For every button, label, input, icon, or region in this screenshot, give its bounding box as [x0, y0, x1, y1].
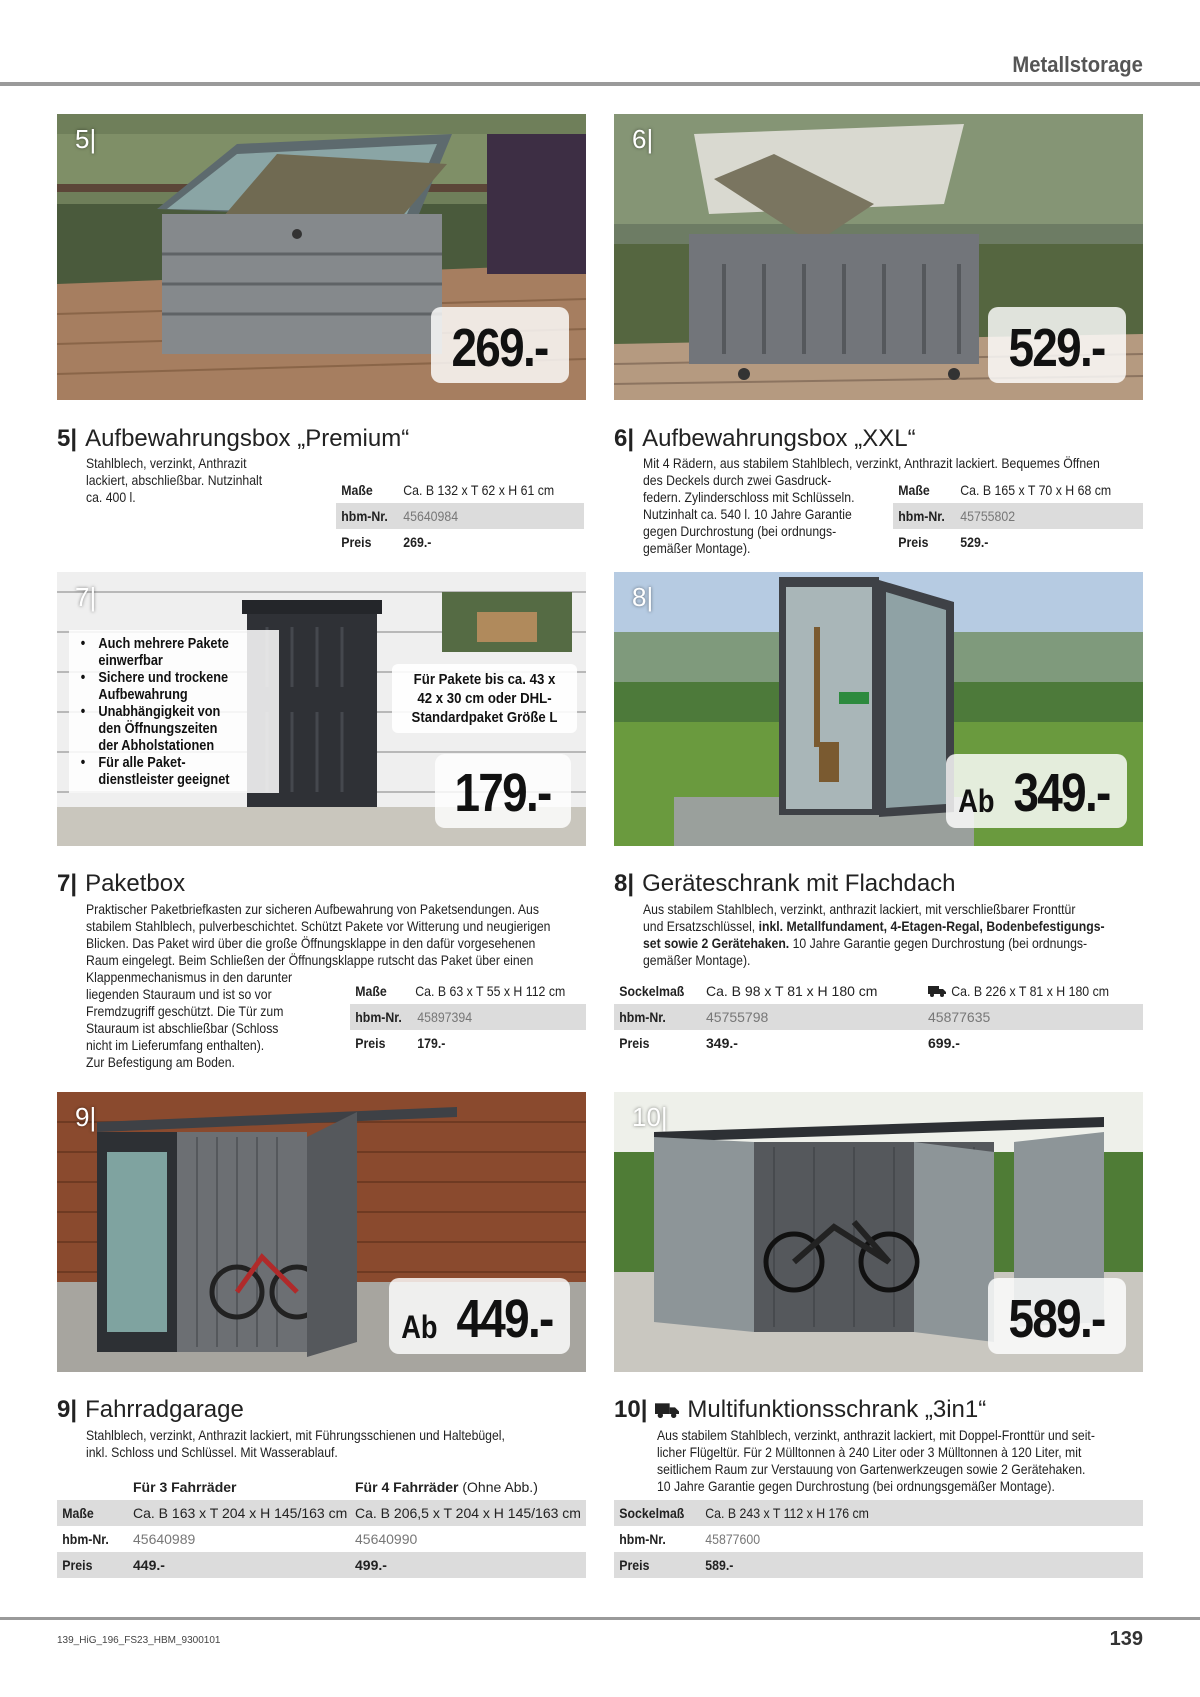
photo-number: 5| — [75, 124, 97, 154]
footer-divider — [0, 1617, 1200, 1620]
page-section-title: Metallstorage — [1012, 52, 1143, 77]
truck-delivery-icon — [655, 1402, 679, 1418]
product-10-photo — [614, 1092, 1143, 1372]
product-number: 5| — [57, 425, 78, 452]
price-value: 449.- — [456, 1289, 553, 1349]
print-code: 139_HiG_196_FS23_HBM_9300101 — [57, 1635, 221, 1646]
feature-list — [69, 630, 279, 793]
price-value: 179.- — [454, 763, 552, 823]
product-10-title: 10| Multifunktionsschrank „3in1“ — [614, 1396, 987, 1423]
photo-number: 8| — [632, 582, 654, 612]
price-value: 349.- — [1013, 763, 1110, 823]
product-10-spec-table: Sockelmaß Ca. B 243 x T 112 x H 176 cm hbm-Nr. 45877600 Preis 589.- — [614, 1500, 1143, 1578]
price-badge — [435, 754, 571, 828]
product-number: 7| — [57, 870, 78, 897]
product-9-description: Stahlblech, verzinkt, Anthrazit lackiert, mit Führungsschienen und Haltebügel, inkl. Schloss und Schlüssel. Mit Wasserablauf. — [86, 1428, 505, 1460]
product-9-spec-table: Für 3 Fahrräder Für 4 Fahrräder (Ohne Abb.) Maße Ca. B 163 x T 204 x H 145/163 cm Ca. B 206,5 x T 204 x H 145/163 cm hbm-Nr. 45640989 45640990 Preis 449.- 499.- — [57, 1474, 586, 1578]
product-7-photo — [57, 572, 586, 846]
package-size-callout: Für Pakete bis ca. 43 x 42 x 30 cm oder DHL- Standardpaket Größe L — [392, 664, 577, 733]
feature-item: • Sichere und trockene Aufbewahrung — [79, 670, 237, 704]
price-prefix: Ab — [400, 1309, 438, 1345]
product-7-title: 7| Paketbox — [57, 870, 186, 897]
price-badge — [946, 754, 1127, 828]
product-10-description: Aus stabilem Stahlblech, verzinkt, anthrazit lackiert, mit Doppel-Fronttür und seit- licher Flügeltür. Für 2 Mülltonnen à 240 Liter oder 3 Mülltonnen à 120 Liter, mit seitlichem Raum zur Verstauung von Gartenwerkzeugen sowie 2 Gerätehaken. 10 Jahre Garantie gegen Durchrostung (bei ordnungsgemäßer Montage). — [657, 1428, 1095, 1494]
price-badge — [988, 307, 1126, 383]
price-value: 269.- — [451, 318, 549, 378]
product-6-title: 6| Aufbewahrungsbox „XXL“ — [614, 425, 916, 452]
product-7-spec-table: Maße Ca. B 63 x T 55 x H 112 cm hbm-Nr. 45897394 Preis 179.- — [350, 978, 586, 1056]
feature-item: • Auch mehrere Pakete einwerfbar — [79, 636, 237, 670]
feature-item: • Für alle Paket-dienstleister geeignet — [79, 755, 237, 789]
product-8-title: 8| Geräteschrank mit Flachdach — [614, 870, 956, 897]
product-8-spec-table: Sockelmaß Ca. B 98 x T 81 x H 180 cm Ca. B 226 x T 81 x H 180 cm hbm-Nr. 45755798 45877635 Preis 349.- 699.- — [614, 978, 1143, 1056]
product-6-spec-table: Maße Ca. B 165 x T 70 x H 68 cm hbm-Nr. 45755802 Preis 529.- — [893, 477, 1143, 555]
product-number: 6| — [614, 425, 635, 452]
price-badge — [431, 307, 569, 383]
product-8-description: Aus stabilem Stahlblech, verzinkt, anthrazit lackiert, mit verschließbarer Fronttür und Ersatzschlüssel, inkl. Metallfundament, 4-Etagen-Regal, Bodenbefestigungs- set sowie 2 Gerätehaken. 10 Jahre Garantie gegen Durchrostung (bei ordnungs- gemäßer Montage). — [643, 902, 1105, 968]
price-prefix: Ab — [957, 783, 995, 819]
product-9-title: 9| Fahrradgarage — [57, 1396, 244, 1423]
price-badge — [389, 1278, 570, 1354]
product-5-photo — [57, 114, 586, 400]
product-6-photo — [614, 114, 1143, 400]
photo-number: 6| — [632, 124, 654, 154]
product-5-spec-table: Maße Ca. B 132 x T 62 x H 61 cm hbm-Nr. 45640984 Preis 269.- — [336, 477, 584, 555]
feature-item: • Unabhängigkeit von den Öffnungszeiten der Abholstationen — [79, 704, 237, 755]
photo-number: 10| — [632, 1102, 668, 1132]
product-number: 8| — [614, 870, 635, 897]
product-9-photo — [57, 1092, 586, 1372]
price-badge — [988, 1278, 1126, 1354]
product-5-title: 5| Aufbewahrungsbox „Premium“ — [57, 425, 410, 452]
product-6-description-top: Mit 4 Rädern, aus stabilem Stahlblech, verzinkt, Anthrazit lackiert. Bequemes Öffnen — [643, 456, 1100, 471]
product-5-description: Stahlblech, verzinkt, Anthrazit lackiert, abschließbar. Nutzinhalt ca. 400 l. — [86, 456, 263, 505]
product-number: 9| — [57, 1396, 78, 1423]
price-value: 589.- — [1008, 1289, 1106, 1349]
truck-delivery-icon — [928, 985, 946, 997]
product-8-photo — [614, 572, 1143, 846]
header-divider — [0, 82, 1200, 86]
product-6-description: des Deckels durch zwei Gasdruck- federn. Zylinderschloss mit Schlüsseln. Nutzinhalt ca. 540 l. 10 Jahre Garantie gegen Durchrostung (bei ordnungs- gemäßer Montage). — [643, 473, 855, 556]
price-value: 529.- — [1008, 318, 1106, 378]
page-number: 139 — [1109, 1628, 1143, 1650]
product-7-description: Praktischer Paketbriefkasten zur sicheren Aufbewahrung von Paketsendungen. Aus stabilem Stahlblech, pulverbeschichtet. Schützt Pakete vor Witterung und neugierigen Blicken. Das Paket wird über die große Öffnungsklappe in den dafür vorgesehenen Raum eingelegt. Beim Schließen der Öffnungsklappe rutscht das Paket über einen Klappenmechanismus in den darunter liegenden Stauraum und ist so vor Fremdzugriff geschützt. Die Tür zum Stauraum ist abschließbar (Schloss nicht im Lieferumfang enthalten). Zur Befestigung am Boden. — [86, 902, 551, 1070]
product-number: 10| — [614, 1396, 648, 1423]
photo-number: 9| — [75, 1102, 97, 1132]
photo-number: 7| — [75, 582, 97, 612]
